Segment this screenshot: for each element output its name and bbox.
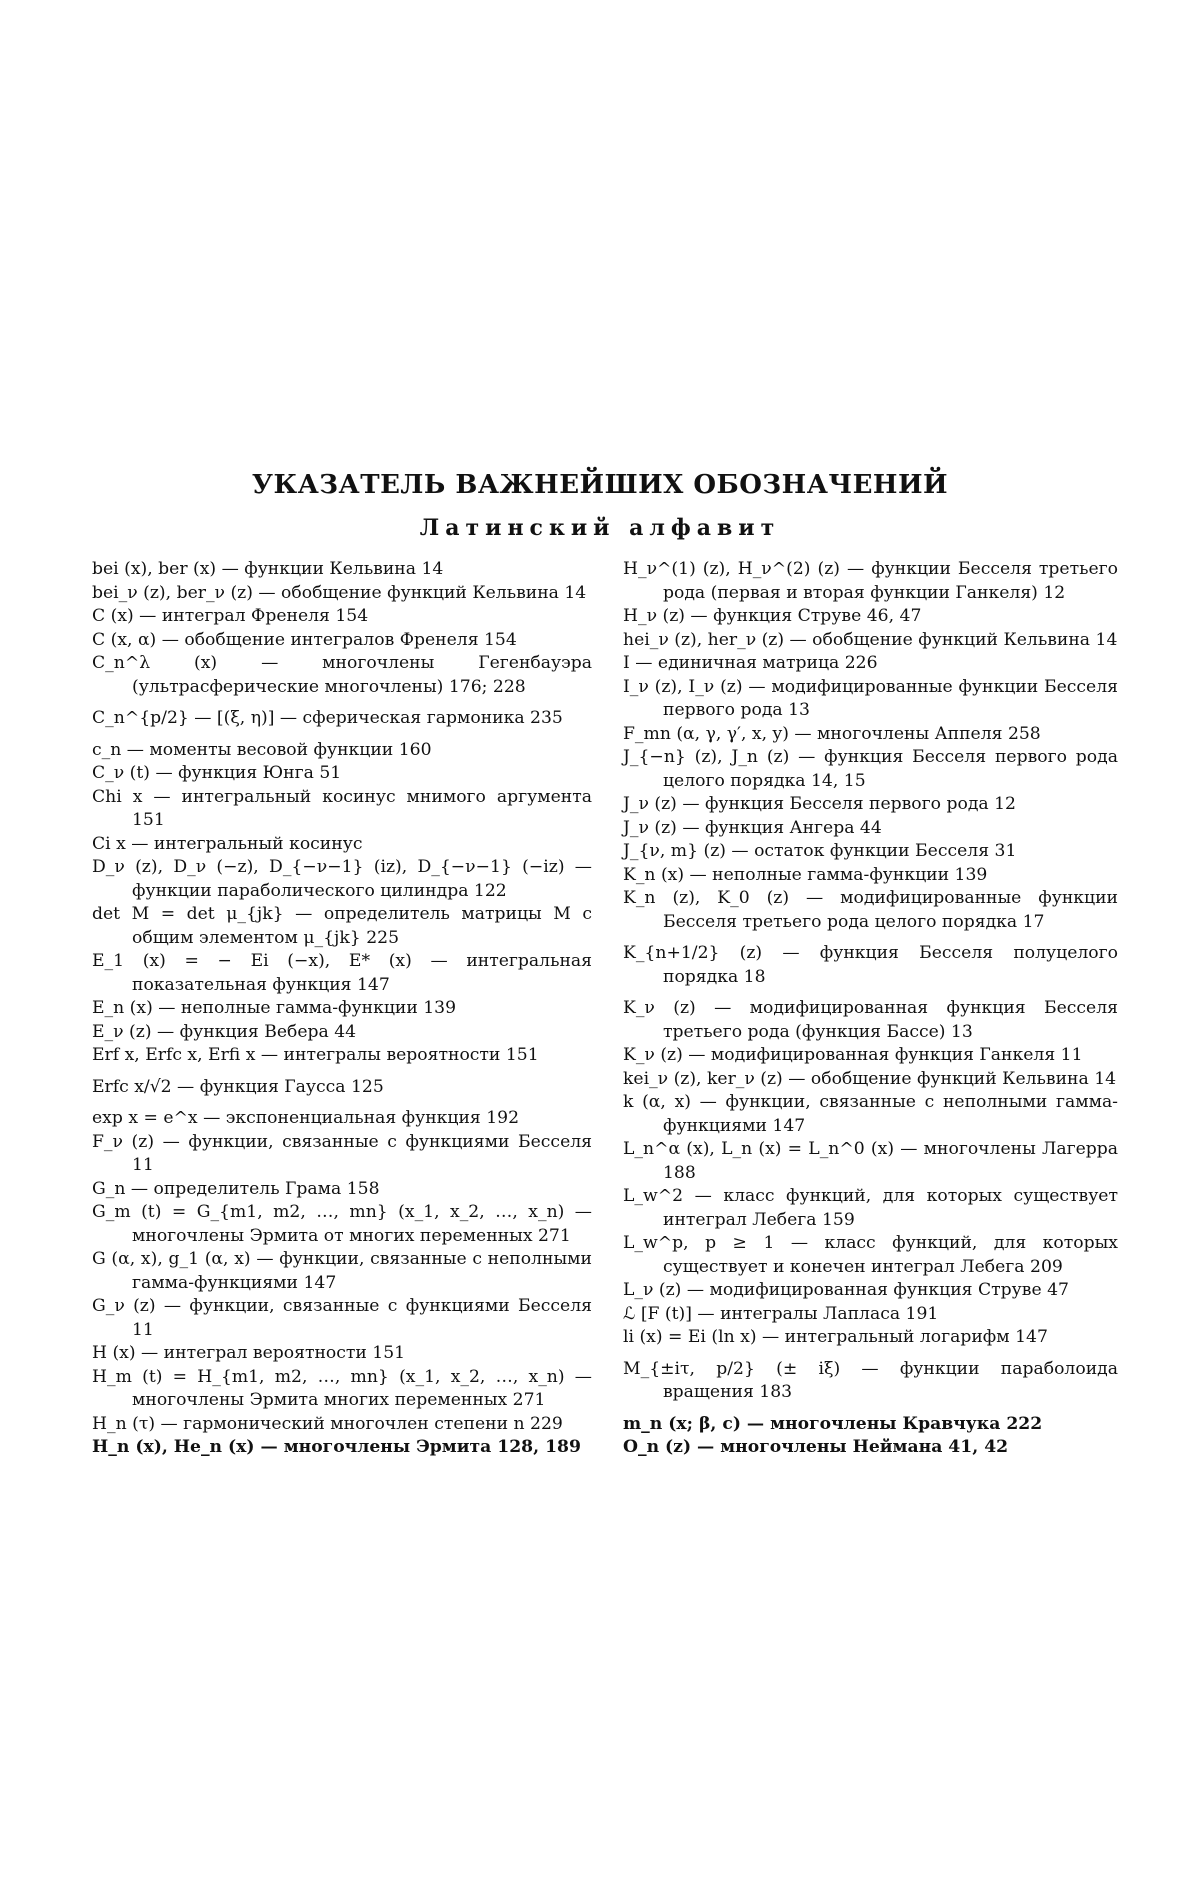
list-item: I_ν (z), I_ν (z) — модифицированные функции Бесселя первого рода 13 [623, 676, 1118, 720]
list-item: K_n (z), K_0 (z) — модифицированные функции Бесселя третьего рода целого порядка 17 [623, 888, 1118, 932]
list-item: Chi x — интегральный косинус мнимого аргумента 151 [92, 786, 592, 830]
list-item: J_{ν, m} (z) — остаток функции Бесселя 31 [623, 841, 1017, 861]
list-item: hei_ν (z), her_ν (z) — обобщение функций Кельвина 14 [623, 629, 1118, 650]
list-item: E_ν (z) — функция Вебера 44 [92, 1021, 357, 1042]
list-item: L_ν (z) — модифицированная функция Струве 47 [623, 1280, 1069, 1300]
list-item: kei_ν (z), ker_ν (z) — обобщение функций Кельвина 14 [623, 1068, 1117, 1089]
list-item: H_m (t) = H_{m1, m2, …, mn} (x_1, x_2, …, x_n) — многочлены Эрмита многих переменных 271 [92, 1366, 592, 1410]
list-item: k (α, x) — функции, связанные с неполными гамма-функциями 147 [623, 1092, 1118, 1136]
list-item: K_ν (z) — модифицированная функция Бесселя третьего рода (функция Бассе) 13 [623, 998, 1118, 1042]
list-item: G (α, x), g_1 (α, x) — функции, связанные с неполными гамма-функциями 147 [92, 1249, 592, 1293]
list-item: Ci x — интегральный косинус [92, 833, 363, 854]
list-item: M_{±iτ, p/2} (± iξ) — функции параболоида вращения 183 [623, 1358, 1118, 1402]
list-item: c_n — моменты весовой функции 160 [92, 739, 432, 760]
list-item: bei (x), ber (x) — функции Кельвина 14 [92, 559, 444, 579]
list-item: J_ν (z) — функция Ангера 44 [623, 817, 882, 838]
page-title: УКАЗАТЕЛЬ ВАЖНЕЙШИХ ОБОЗНАЧЕНИЙ [251, 470, 949, 500]
list-item: L_w^2 — класс функций, для которых существует интеграл Лебега 159 [623, 1186, 1118, 1230]
list-item: F_ν (z) — функции, связанные с функциями Бесселя 11 [92, 1131, 592, 1175]
list-item: H (x) — интеграл вероятности 151 [92, 1343, 406, 1363]
list-item: K_{n+1/2} (z) — функция Бесселя полуцелого порядка 18 [623, 943, 1118, 987]
list-item: C (x, α) — обобщение интегралов Френеля 154 [92, 629, 517, 650]
left-column [92, 558, 592, 1460]
list-item: det M = det μ_{jk} — определитель матрицы M с общим элементом μ_{jk} 225 [92, 904, 592, 948]
list-item: H_ν^(1) (z), H_ν^(2) (z) — функции Бесселя третьего рода (первая и вторая функции Ганкеля) 12 [623, 559, 1118, 603]
list-item: bei_ν (z), ber_ν (z) — обобщение функций Кельвина 14 [92, 582, 587, 603]
list-item: G_ν (z) — функции, связанные с функциями Бесселя 11 [92, 1296, 592, 1340]
list-item: exp x = e^x — экспоненциальная функция 192 [92, 1108, 520, 1128]
list-item: O_n (z) — многочлены Неймана 41, 42 [623, 1437, 1009, 1457]
list-item: G_m (t) = G_{m1, m2, …, mn} (x_1, x_2, …, x_n) — многочлены Эрмита от многих переменных 271 [92, 1202, 592, 1246]
list-item: C_ν (t) — функция Юнга 51 [92, 763, 342, 783]
list-item: Erfc x/√2 — функция Гаусса 125 [92, 1076, 384, 1097]
list-item: C (x) — интеграл Френеля 154 [92, 606, 369, 626]
list-item: J_{−n} (z), J_n (z) — функция Бесселя первого рода целого порядка 14, 15 [623, 747, 1118, 791]
list-item: H_n (x), He_n (x) — многочлены Эрмита 128, 189 [92, 1437, 581, 1457]
list-item: m_n (x; β, c) — многочлены Кравчука 222 [623, 1413, 1043, 1434]
list-item: I — единичная матрица 226 [623, 653, 878, 673]
list-item: ℒ [F (t)] — интегралы Лапласа 191 [623, 1303, 939, 1324]
list-item: li (x) = Ei (ln x) — интегральный логарифм 147 [623, 1327, 1048, 1347]
list-item: F_mn (α, γ, γ′, x, y) — многочлены Аппеля 258 [623, 723, 1041, 744]
list-item: H_ν (z) — функция Струве 46, 47 [623, 606, 922, 626]
list-item: Erf x, Erfc x, Erfi x — интегралы вероятности 151 [92, 1045, 539, 1065]
list-item: E_n (x) — неполные гамма-функции 139 [92, 998, 457, 1018]
list-item: L_w^p, p ≥ 1 — класс функций, для которых существует и конечен интеграл Лебега 209 [623, 1233, 1118, 1277]
list-item: K_n (x) — неполные гамма-функции 139 [623, 864, 988, 885]
list-item: L_n^α (x), L_n (x) = L_n^0 (x) — многочлены Лагерра 188 [623, 1139, 1118, 1183]
list-item: J_ν (z) — функция Бесселя первого рода 12 [623, 794, 1016, 814]
list-item: C_n^{p/2} — [(ξ, η)] — сферическая гармоника 235 [92, 708, 563, 728]
list-item: H_n (τ) — гармонический многочлен степени n 229 [92, 1413, 563, 1434]
list-item: C_n^λ (x) — многочлены Гегенбауэра (ультрасферические многочлены) 176; 228 [92, 653, 592, 697]
list-item: E_1 (x) = − Ei (−x), E* (x) — интегральная показательная функция 147 [92, 951, 592, 995]
list-item: D_ν (z), D_ν (−z), D_{−ν−1} (iz), D_{−ν−1} (−iz) — функции параболического цилиндра 122 [92, 857, 592, 901]
list-item: G_n — определитель Грама 158 [92, 1178, 380, 1199]
section-subtitle: Латинский алфавит [419, 515, 781, 541]
list-item: K_ν (z) — модифицированная функция Ганкеля 11 [623, 1045, 1083, 1065]
right-column [623, 558, 1118, 1460]
